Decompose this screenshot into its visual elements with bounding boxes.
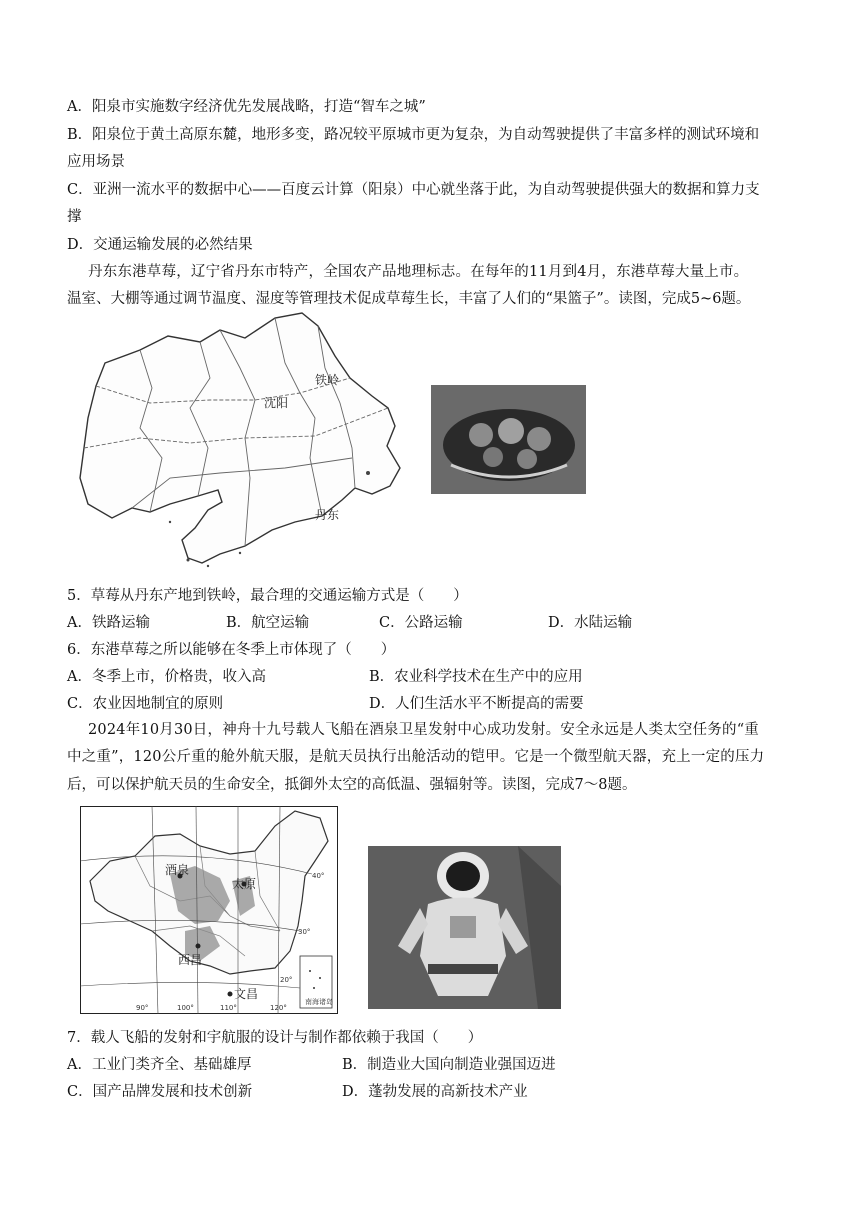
q7-stem: 7．载人飞船的发射和宇航服的设计与制作都依赖于我国（ ） bbox=[67, 1030, 483, 1046]
q5-stem: 5．草莓从丹东产地到铁岭，最合理的交通运输方式是（ ） bbox=[67, 588, 468, 604]
lat-30-label: 30° bbox=[298, 928, 311, 936]
lat-40-label: 40° bbox=[312, 872, 325, 880]
option-b-line-cont: 应用场景 bbox=[67, 154, 125, 170]
passage-shenzhou-line-1: 2024年10月30日，神舟十九号载人飞船在酒泉卫星发射中心成功发射。安全永远是人类太空任务的“重 bbox=[88, 722, 760, 738]
passage-shenzhou-line-2: 中之重”，120公斤重的舱外航天服，是航天员执行出舱活动的铠甲。它是一个微型航天器，充上一定的压力 bbox=[67, 749, 765, 765]
q6-option-d: D．人们生活水平不断提高的需要 bbox=[369, 696, 584, 712]
q7-option-a: A．工业门类齐全、基础雄厚 bbox=[67, 1057, 252, 1073]
spacesuit-image bbox=[368, 846, 561, 1009]
strawberry-basket-image bbox=[431, 385, 586, 494]
taiyuan-label: 太原 bbox=[232, 877, 257, 891]
q5-option-a: A．铁路运输 bbox=[67, 615, 150, 631]
q7-option-d: D．蓬勃发展的高新技术产业 bbox=[342, 1084, 528, 1100]
q5-option-c: C．公路运输 bbox=[379, 615, 463, 631]
lat-20-label: 20° bbox=[280, 976, 293, 984]
lon-120-label: 120° bbox=[270, 1004, 287, 1012]
shenyang-label: 沈阳 bbox=[264, 396, 289, 410]
option-c-line: C．亚洲一流水平的数据中心——百度云计算（阳泉）中心就坐落于此，为自动驾驶提供强大的数据和算力支 bbox=[67, 182, 760, 198]
option-d-line: D．交通运输发展的必然结果 bbox=[67, 237, 253, 253]
xichang-label: 西昌 bbox=[178, 953, 203, 967]
option-b-line: B．阳泉位于黄土高原东麓，地形多变，路况较平原城市更为复杂，为自动驾驶提供了丰富多样的测试环境和 bbox=[67, 127, 760, 143]
q7-option-b: B．制造业大国向制造业强国迈进 bbox=[342, 1057, 556, 1073]
q7-option-c: C．国产品牌发展和技术创新 bbox=[67, 1084, 253, 1100]
inset-south-china-sea-label: 南海诸岛 bbox=[305, 998, 333, 1006]
lon-90-label: 90° bbox=[136, 1004, 149, 1012]
option-a-line: A．阳泉市实施数字经济优先发展战略，打造“智车之城” bbox=[67, 99, 426, 115]
china-launch-sites-map bbox=[80, 806, 338, 1014]
q6-option-c: C．农业因地制宜的原则 bbox=[67, 696, 224, 712]
passage-strawberry-line-1: 丹东东港草莓，辽宁省丹东市特产，全国农产品地理标志。在每年的11月到4月，东港草莓大量上市。 bbox=[88, 264, 749, 280]
q6-stem: 6．东港草莓之所以能够在冬季上市体现了（ ） bbox=[67, 642, 396, 658]
jiuquan-label: 酒泉 bbox=[165, 863, 190, 877]
tieling-label: 铁岭 bbox=[315, 373, 340, 387]
wenchang-label: 文昌 bbox=[234, 987, 259, 1001]
lon-110-label: 110° bbox=[220, 1004, 237, 1012]
dandong-label: 丹东 bbox=[315, 508, 340, 522]
passage-strawberry-line-2: 温室、大棚等通过调节温度、湿度等管理技术促成草莓生长，丰富了人们的“果篮子”。读图，完成5~6题。 bbox=[67, 291, 751, 307]
q6-option-b: B．农业科学技术在生产中的应用 bbox=[369, 669, 583, 685]
q5-option-b: B．航空运输 bbox=[226, 615, 310, 631]
passage-shenzhou-line-3: 后，可以保护航天员的生命安全，抵御外太空的高低温、强辐射等。读图，完成7～8题。 bbox=[67, 777, 637, 793]
option-c-line-cont: 撑 bbox=[67, 209, 82, 225]
strawberry-photo bbox=[431, 385, 586, 494]
astronaut-photo bbox=[368, 846, 561, 1009]
lon-100-label: 100° bbox=[177, 1004, 194, 1012]
q5-option-d: D．水陆运输 bbox=[548, 615, 633, 631]
liaoning-map bbox=[70, 308, 420, 580]
q6-option-a: A．冬季上市，价格贵，收入高 bbox=[67, 669, 266, 685]
